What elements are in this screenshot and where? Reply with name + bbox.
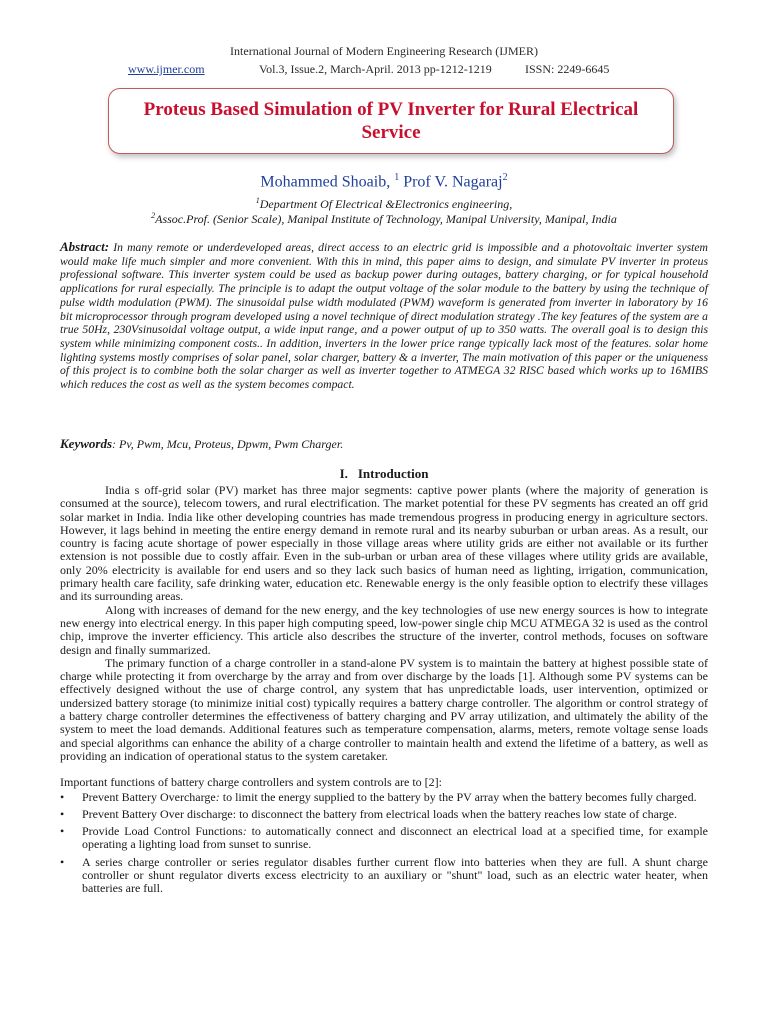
affiliation-2-text: Assoc.Prof. (Senior Scale), Manipal Institute of Technology, Manipal University, Manipal, India <box>155 212 617 226</box>
list-intro: Important functions of battery charge controllers and system controls are to [2]: <box>60 775 442 790</box>
volume-info: Vol.3, Issue.2, March-April. 2013 pp-1212-1219 <box>259 62 492 76</box>
section-title: Introduction <box>357 466 429 481</box>
abstract-label: Abstract: <box>60 239 110 254</box>
bullet-sep: : <box>232 806 237 821</box>
bullet-text: to limit the energy supplied to the battery by the PV array when the battery becomes fully charged. <box>219 789 697 804</box>
affiliation-2-sup: 2 <box>151 211 156 220</box>
list-item <box>60 825 708 852</box>
abstract <box>60 240 708 392</box>
title-box <box>108 88 674 154</box>
bullet-sep: : <box>215 789 220 804</box>
affiliation-1-sup: 1 <box>255 196 260 205</box>
list-item <box>60 856 708 896</box>
author-1-sup: 1 <box>394 172 400 183</box>
body-text <box>60 484 708 900</box>
bullet-list <box>60 791 708 896</box>
bullet-icon: • <box>60 789 65 804</box>
authors-line <box>0 172 768 191</box>
bullet-icon: • <box>60 854 65 869</box>
affiliation-1-text: Department Of Electrical &Electronics engineering, <box>259 197 513 211</box>
bullet-lead: A series charge controller or series regulator disables further current flow into batteries when they are full. A shunt charge controller or shunt regulator diverts excess electricity to an auxiliary or "shunt" load, such as an electric water heater, when batteries are full. <box>82 854 708 896</box>
issn-info: ISSN: 2249-6645 <box>525 62 610 76</box>
abstract-text: In many remote or underdeveloped areas, direct access to an electric grid is impossible and a photovoltaic inverter system would make life much simpler and more convenient. With this in mind, this paper aims to design, and simulate PV inverter in proteus professional software. This inverter system could be used as backup power during outages, battery charging, or for typical household applications for rural especially. The principle is to adapt the output voltage of the solar module to the battery by using the technique of pulse width modulation (PWM). The sinusoidal pulse width modulated (PWM) waveform is generated from inverter in laboratory by 16 bit microprocessor through program developed using a novel technique of direct modulation strategy .The key features of the system are a true 50Hz, 230Vsinusoidal voltage output, a wide input range, and a power output of up to 350 watts. The overall goal is to design this system while minimizing component costs.. In addition, inverters in the lower price range typically lack most of the features. solar home lighting systems mostly comprises of solar panel, solar charger, battery & a inverter, The main motivation of this paper or the uniqueness of this project is to combine both the solar charger as well as inverter together to ATMEGA 32 RISC based which works up to 16MIBS which reduces the cost as well as the system becomes compact. <box>60 241 708 392</box>
affiliation-1 <box>0 196 768 212</box>
bullet-lead: Prevent Battery Overcharge <box>82 789 216 804</box>
bullet-text: to disconnect the battery from electrical loads when the battery reaches low state of charge. <box>236 806 678 821</box>
bullet-icon: • <box>60 824 65 839</box>
bullet-icon: • <box>60 806 65 821</box>
section-heading <box>0 466 768 482</box>
journal-url-link[interactable]: www.ijmer.com <box>128 62 205 76</box>
keywords <box>60 436 708 452</box>
bullet-sep: : <box>242 824 247 839</box>
keywords-text: : Pv, Pwm, Mcu, Proteus, Dpwm, Pwm Charger. <box>112 437 344 451</box>
affiliation-2 <box>0 211 768 227</box>
paragraph: India s off-grid solar (PV) market has three major segments: captive power plants (where the majority of generation is consumed at the source), telecom towers, and rural electrification. The market potential for these PV segments has created an off grid solar market in India. India like other developing countries has made tremendous progress in producing energy in agriculture sectors. However, it lags behind in meeting the entire energy demand in remote rural and its nearby suburban or urban areas. As a result, our country is facing acute shortage of power especially in those village areas where utility grids are either not available or its further extension is not possible due to costly affair. Even in the sub-urban or urban area of these villages where utility grids are available, only 20% electricity is available for end users and so they lack such basics of human need as lighting, irrigation, communication, primary health care facility, safe drinking water, education etc. Renewable energy is the only feasible option to electrify these villages and its surrounding areas. <box>60 483 708 604</box>
section-number: I. <box>339 466 348 481</box>
paper-title: Proteus Based Simulation of PV Inverter for Rural Electrical Service <box>143 99 639 143</box>
list-item <box>60 808 708 821</box>
paragraph: Along with increases of demand for the new energy, and the key technologies of use new energy sources is how to integrate new energy into electrical energy. In this paper high computing speed, low-power single chip MCU ATMEGA 32 is used as the control chip, improve the inverter efficiency. This article also describes the structure of the inverter, control methods, focuses on software design and finally summarized. <box>60 602 708 657</box>
author-2: Prof V. Nagaraj <box>403 173 503 191</box>
paragraph: The primary function of a charge controller in a stand-alone PV system is to maintain the battery at highest possible state of charge while protecting it from overcharge by the array and from over discharge by the loads [1]. Although some PV systems can be effectively designed without the use of charge control, any system that has unpredictable loads, user intervention, optimized or undersized battery storage (to minimize initial cost) typically requires a battery charge controller. The algorithm or control strategy of a battery charge controller determines the effectiveness of battery charging and PV array utilization, and ultimately the ability of the system to meet the load demands. Additional features such as temperature compensation, alarms, meters, remote voltage sense loads and special algorithms can enhance the ability of a charge controller to maintain health and extend the lifetime of a battery, as well as providing an indication of operational status to the system caretaker. <box>60 655 708 763</box>
bullet-lead: Prevent Battery Over discharge <box>82 806 233 821</box>
list-item <box>60 791 708 804</box>
author-2-sup: 2 <box>502 172 508 183</box>
bullet-text: to automatically connect and disconnect an electrical load at a specified time, for example operating a lighting load from sunset to sunrise. <box>82 824 709 852</box>
bullet-lead: Provide Load Control Functions <box>82 824 243 839</box>
author-1: Mohammed Shoaib, <box>260 173 391 191</box>
journal-name: International Journal of Modern Engineering Research (IJMER) <box>230 44 538 58</box>
keywords-label: Keywords <box>60 436 112 451</box>
